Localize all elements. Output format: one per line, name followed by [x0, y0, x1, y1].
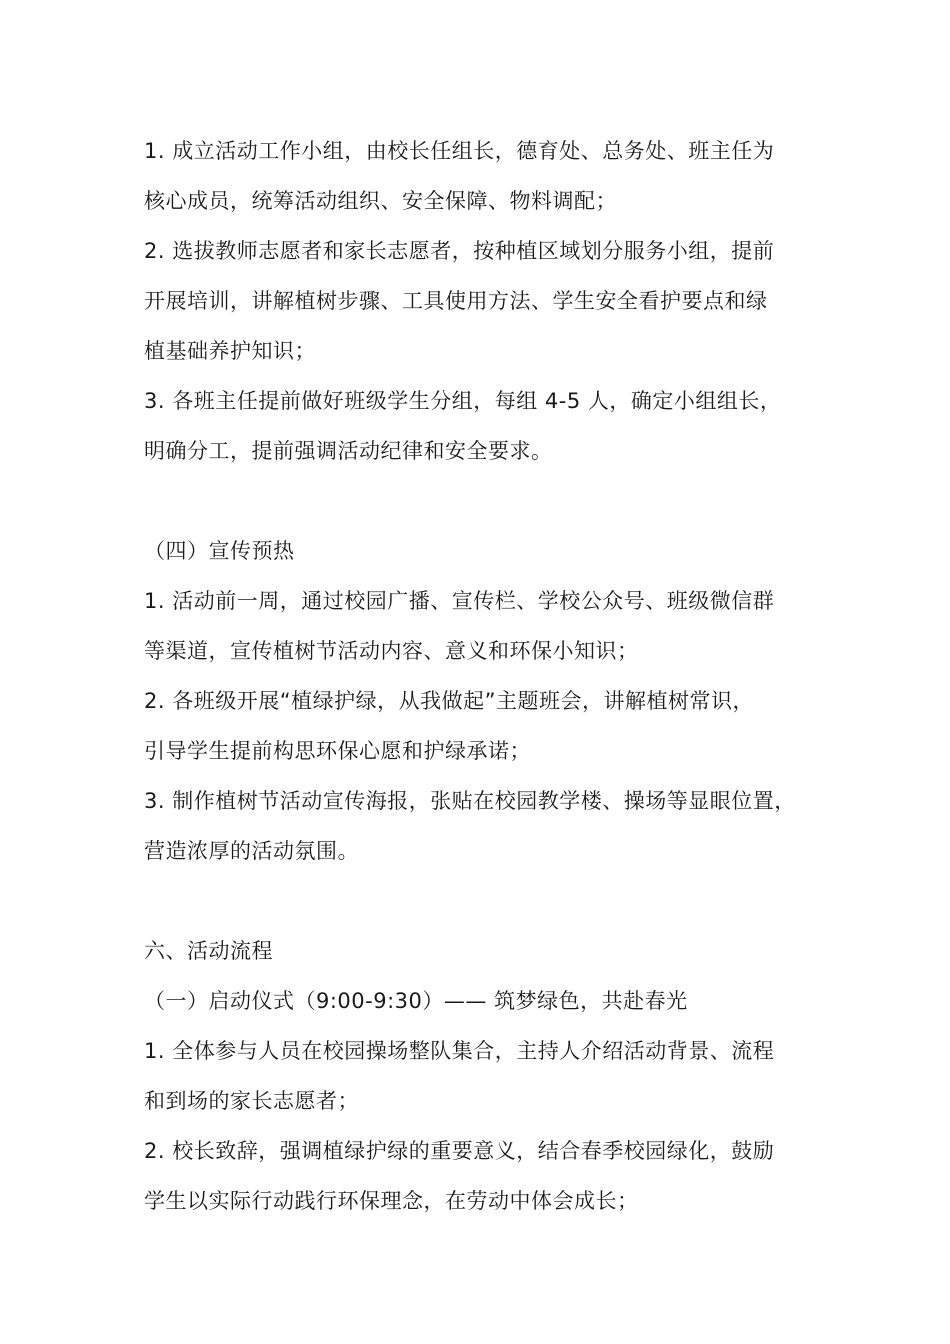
section-heading: 六、活动流程 [144, 939, 273, 963]
text-line: 3. 各班主任提前做好班级学生分组，每组 4-5 人，确定小组组长， [144, 389, 782, 413]
text-line: 1. 活动前一周，通过校园广播、宣传栏、学校公众号、班级微信群 [144, 589, 775, 613]
text-line: 学生以实际行动践行环保理念，在劳动中体会成长； [144, 1189, 639, 1213]
text-line: 2. 校长致辞，强调植绿护绿的重要意义，结合春季校园绿化，鼓励 [144, 1139, 775, 1163]
section-heading: （四）宣传预热 [144, 539, 295, 563]
text-line: 2. 选拔教师志愿者和家长志愿者，按种植区域划分服务小组，提前 [144, 239, 775, 263]
text-line: 2. 各班级开展“植绿护绿，从我做起”主题班会，讲解植树常识， [144, 689, 754, 713]
text-line: 和到场的家长志愿者； [144, 1089, 359, 1113]
text-line: 3. 制作植树节活动宣传海报，张贴在校园教学楼、操场等显眼位置， [144, 789, 796, 813]
text-line: 等渠道，宣传植树节活动内容、意义和环保小知识； [144, 639, 639, 663]
text-line: 1. 成立活动工作小组，由校长任组长，德育处、总务处、班主任为 [144, 139, 775, 163]
subsection-heading: （一）启动仪式（9:00-9:30）—— 筑梦绿色，共赴春光 [144, 989, 688, 1013]
text-line: 核心成员，统筹活动组织、安全保障、物料调配； [144, 189, 617, 213]
text-line: 1. 全体参与人员在校园操场整队集合，主持人介绍活动背景、流程 [144, 1039, 775, 1063]
text-line: 开展培训，讲解植树步骤、工具使用方法、学生安全看护要点和绿 [144, 289, 768, 313]
text-line: 营造浓厚的活动氛围。 [144, 839, 359, 863]
text-line: 明确分工，提前强调活动纪律和安全要求。 [144, 439, 553, 463]
text-line: 引导学生提前构思环保心愿和护绿承诺； [144, 739, 531, 763]
text-line: 植基础养护知识； [144, 339, 316, 363]
